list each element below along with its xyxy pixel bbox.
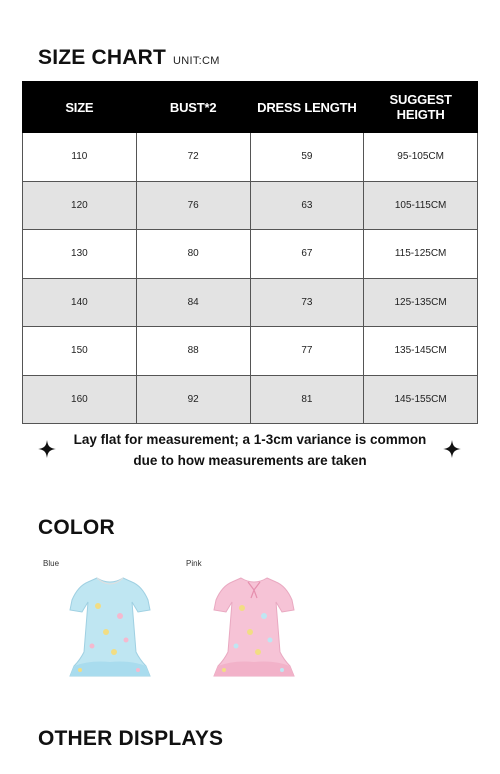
table-cell: 150 — [23, 327, 137, 376]
table-cell: 140 — [23, 278, 137, 327]
color-label-blue: Blue — [43, 559, 60, 568]
table-row — [23, 181, 478, 230]
table-cell: 80 — [136, 230, 250, 279]
table-cell: 63 — [250, 181, 364, 230]
table-cell: 81 — [250, 375, 364, 424]
header-bust: BUST*2 — [136, 82, 250, 133]
table-row — [23, 230, 478, 279]
sparkle-icon — [38, 440, 56, 458]
table-cell: 84 — [136, 278, 250, 327]
color-label-pink: Pink — [186, 559, 202, 568]
table-cell: 77 — [250, 327, 364, 376]
table-cell: 105-115CM — [364, 181, 478, 230]
header-size: SIZE — [23, 82, 137, 133]
pink-dress-image — [204, 566, 304, 682]
color-section-title: COLOR — [38, 516, 115, 539]
table-cell: 88 — [136, 327, 250, 376]
table-cell: 145-155CM — [364, 375, 478, 424]
header-suggest-height: SUGGEST HEIGTH — [364, 82, 478, 133]
size-chart-title-text: SIZE CHART — [38, 46, 166, 69]
table-cell: 73 — [250, 278, 364, 327]
table-cell: 115-125CM — [364, 230, 478, 279]
sparkle-icon — [443, 440, 461, 458]
blue-dress-image — [60, 566, 160, 682]
size-table — [22, 81, 478, 424]
measurement-note-line-1: Lay flat for measurement; a 1-3cm variance is common — [73, 432, 427, 447]
table-header-row — [23, 82, 478, 133]
table-cell: 76 — [136, 181, 250, 230]
size-chart-title — [38, 46, 220, 70]
table-cell: 95-105CM — [364, 133, 478, 182]
table-row — [23, 133, 478, 182]
unit-label: UNIT:CM — [173, 55, 220, 67]
table-cell: 120 — [23, 181, 137, 230]
table-cell: 130 — [23, 230, 137, 279]
measurement-note — [60, 429, 440, 471]
table-cell: 160 — [23, 375, 137, 424]
table-cell: 72 — [136, 133, 250, 182]
table-cell: 67 — [250, 230, 364, 279]
table-cell: 92 — [136, 375, 250, 424]
header-dress-length: DRESS LENGTH — [250, 82, 364, 133]
other-displays-title: OTHER DISPLAYS — [38, 727, 224, 750]
table-cell: 135-145CM — [364, 327, 478, 376]
table-row — [23, 278, 478, 327]
table-row — [23, 327, 478, 376]
table-cell: 110 — [23, 133, 137, 182]
table-row — [23, 375, 478, 424]
table-cell: 59 — [250, 133, 364, 182]
measurement-note-line-2: due to how measurements are taken — [133, 453, 367, 468]
table-cell: 125-135CM — [364, 278, 478, 327]
